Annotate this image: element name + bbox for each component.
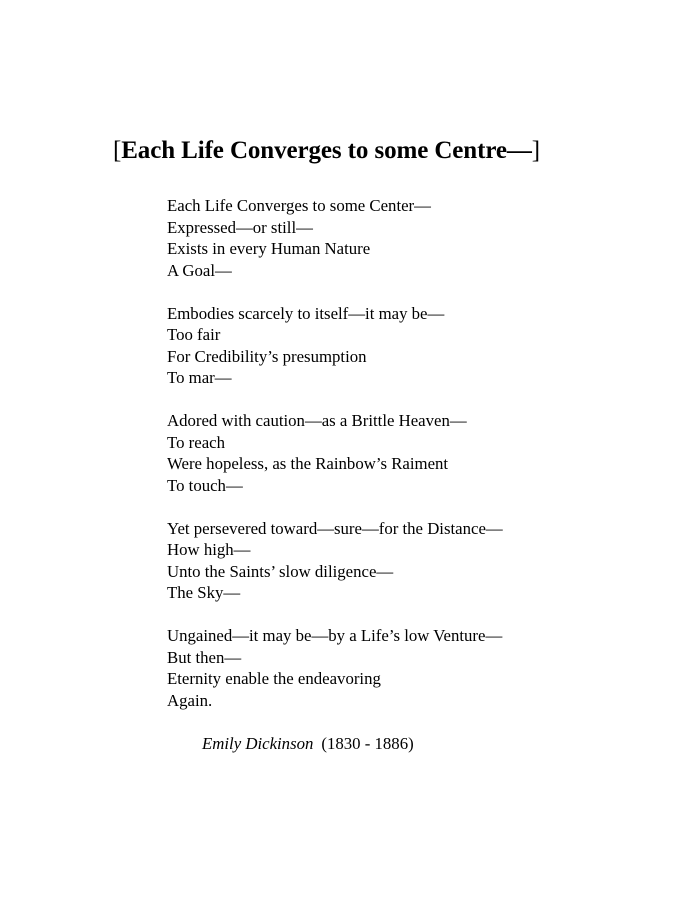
poem-line: Were hopeless, as the Rainbow’s Raiment (167, 454, 449, 473)
stanza-3 (167, 410, 503, 496)
poem-line: How high— (167, 540, 251, 559)
poem-line: Too fair (167, 325, 221, 344)
attribution (202, 733, 414, 755)
poem-line: Ungained—it may be—by a Life’s low Venture— (167, 626, 503, 645)
poem-line: Exists in every Human Nature (167, 239, 371, 258)
stanza-1 (167, 195, 503, 281)
title-open-bracket: [ (113, 137, 122, 164)
poem-line: Expressed—or still— (167, 217, 313, 237)
poem-line: Embodies scarcely to itself—it may be— (167, 303, 445, 323)
stanza-2 (167, 303, 503, 389)
stanza-5 (167, 625, 503, 711)
poem-line: Each Life Converges to some Center— (167, 196, 431, 215)
author-years: (1830 - 1886) (321, 734, 414, 753)
poem-title (113, 133, 540, 169)
poem-line: Yet persevered toward—sure—for the Distance— (167, 518, 503, 538)
poem-line: To mar— (167, 368, 232, 387)
poem-line: Again. (167, 690, 213, 710)
title-close-bracket: ] (531, 137, 541, 164)
title-text: Each Life Converges to some Centre— (121, 137, 532, 164)
poem-line: The Sky— (167, 583, 241, 602)
author-name: Emily Dickinson (202, 734, 314, 753)
poem-line: Adored with caution—as a Brittle Heaven— (167, 411, 467, 430)
poem-line: Unto the Saints’ slow diligence— (167, 561, 394, 581)
poem-line: For Credibility’s presumption (167, 346, 367, 366)
poem-body (167, 195, 503, 733)
stanza-4 (167, 518, 503, 604)
poem-line: A Goal— (167, 260, 232, 280)
poem-line: To reach (167, 432, 225, 452)
poem-line: Eternity enable the endeavoring (167, 669, 381, 688)
poem-line: To touch— (167, 475, 243, 495)
poem-line: But then— (167, 647, 242, 667)
